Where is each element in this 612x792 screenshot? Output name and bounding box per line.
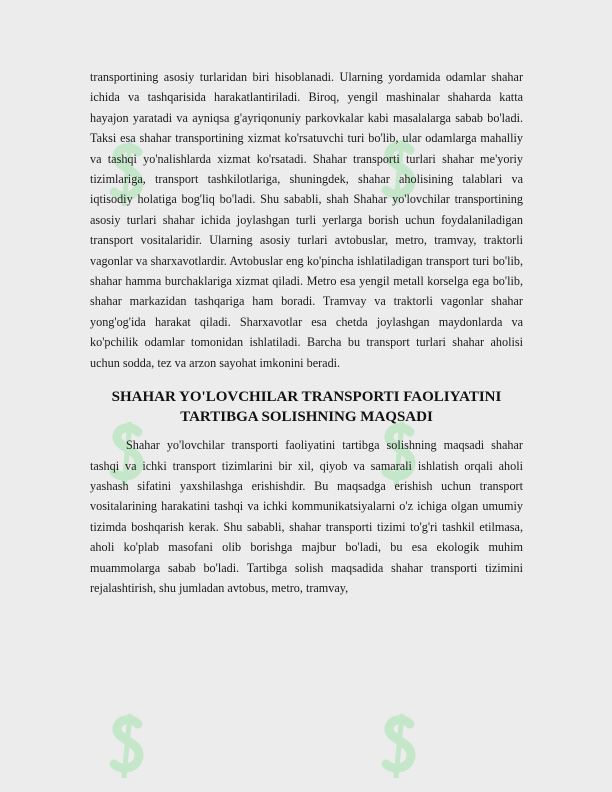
section-heading: SHAHAR YO'LOVCHILAR TRANSPORTI FAOLIYATINI TARTIBGA SOLISHNING MAQSADI [111,389,502,426]
document-body [90,67,523,598]
body-paragraph: transportining asosiy turlaridan biri hisoblanadi. Ularning yordamida odamlar shahar ichida va tashqarisida harakatlantiriladi. Biroq, yengil mashinalar shaharda katta hayajon yaratadi va ayniqsa g'ayriqonuniy parkovkalar kabi masalalarga sabab bo'ladi. Taksi esa shahar transportining xizmat ko'rsatuvchi turi bo'lib, ular odamlarga mahalliy va tashqi yo'nalishlarda xizmat ko'rsatadi. Shahar transporti turlari shahar me'yoriy tizimlariga, transport tashkilotlariga, shuningdek, shahar aholisining talablari va iqtisodiy holatiga bog'liq bo'ladi. Shu sababli, shah Shahar yo'lovchilar transportining asosiy turlari shahar ichida joylashgan turli yerlarga borish uchun foydalaniladigan transport vositalaridir. Ularning asosiy turlari avtobuslar, metro, tramvay, traktorli vagonlar va sharxavotlardir. Avtobuslar eng ko'pincha ishlatiladigan transport turi bo'lib, shahar hamma burchaklariga xizmat qiladi. Metro esa yengil metall korselga ega bo'lib, shahar markazidan tashqariga ham boradi. Tramvay va traktorli vagonlar shahar yong'og'ida harakat qiladi. Sharxavotlar esa chetda joylashgan maydonlarda va ko'pchilik odamlar tomonidan ishlatiladi. Barcha bu transport turlari shahar aholisi uchun sodda, tez va arzon sayohat imkonini beradi. [90,70,523,370]
watermark-icon [380,712,420,782]
body-paragraph: Shahar yo'lovchilar transporti faoliyatini tartibga solishning maqsadi shahar tashqi va ichki transport tizimlarini bir xil, qiyob va samarali ishlatish orqali aholi yashash sifatini yaxshilashga erishishdir. Bu maqsadga erishish uchun transport vositalarining harakatini tashqi va ichki kommunikatsiyalarni o'z ichiga olgan umumiy tizimda boshqarish kerak. Shu sababli, shahar transporti tizimi to'g'ri tashkil etilmasa, aholi ko'plab masofani olib borishga majbur bo'ladi, bu esa ekologik muhim muammolarga sabab bo'ladi. Tartibga solish maqsadida shahar transporti tizimini rejalashtirish, shu jumladan avtobus, metro, tramvay, [90,438,523,595]
watermark-icon [108,712,148,782]
